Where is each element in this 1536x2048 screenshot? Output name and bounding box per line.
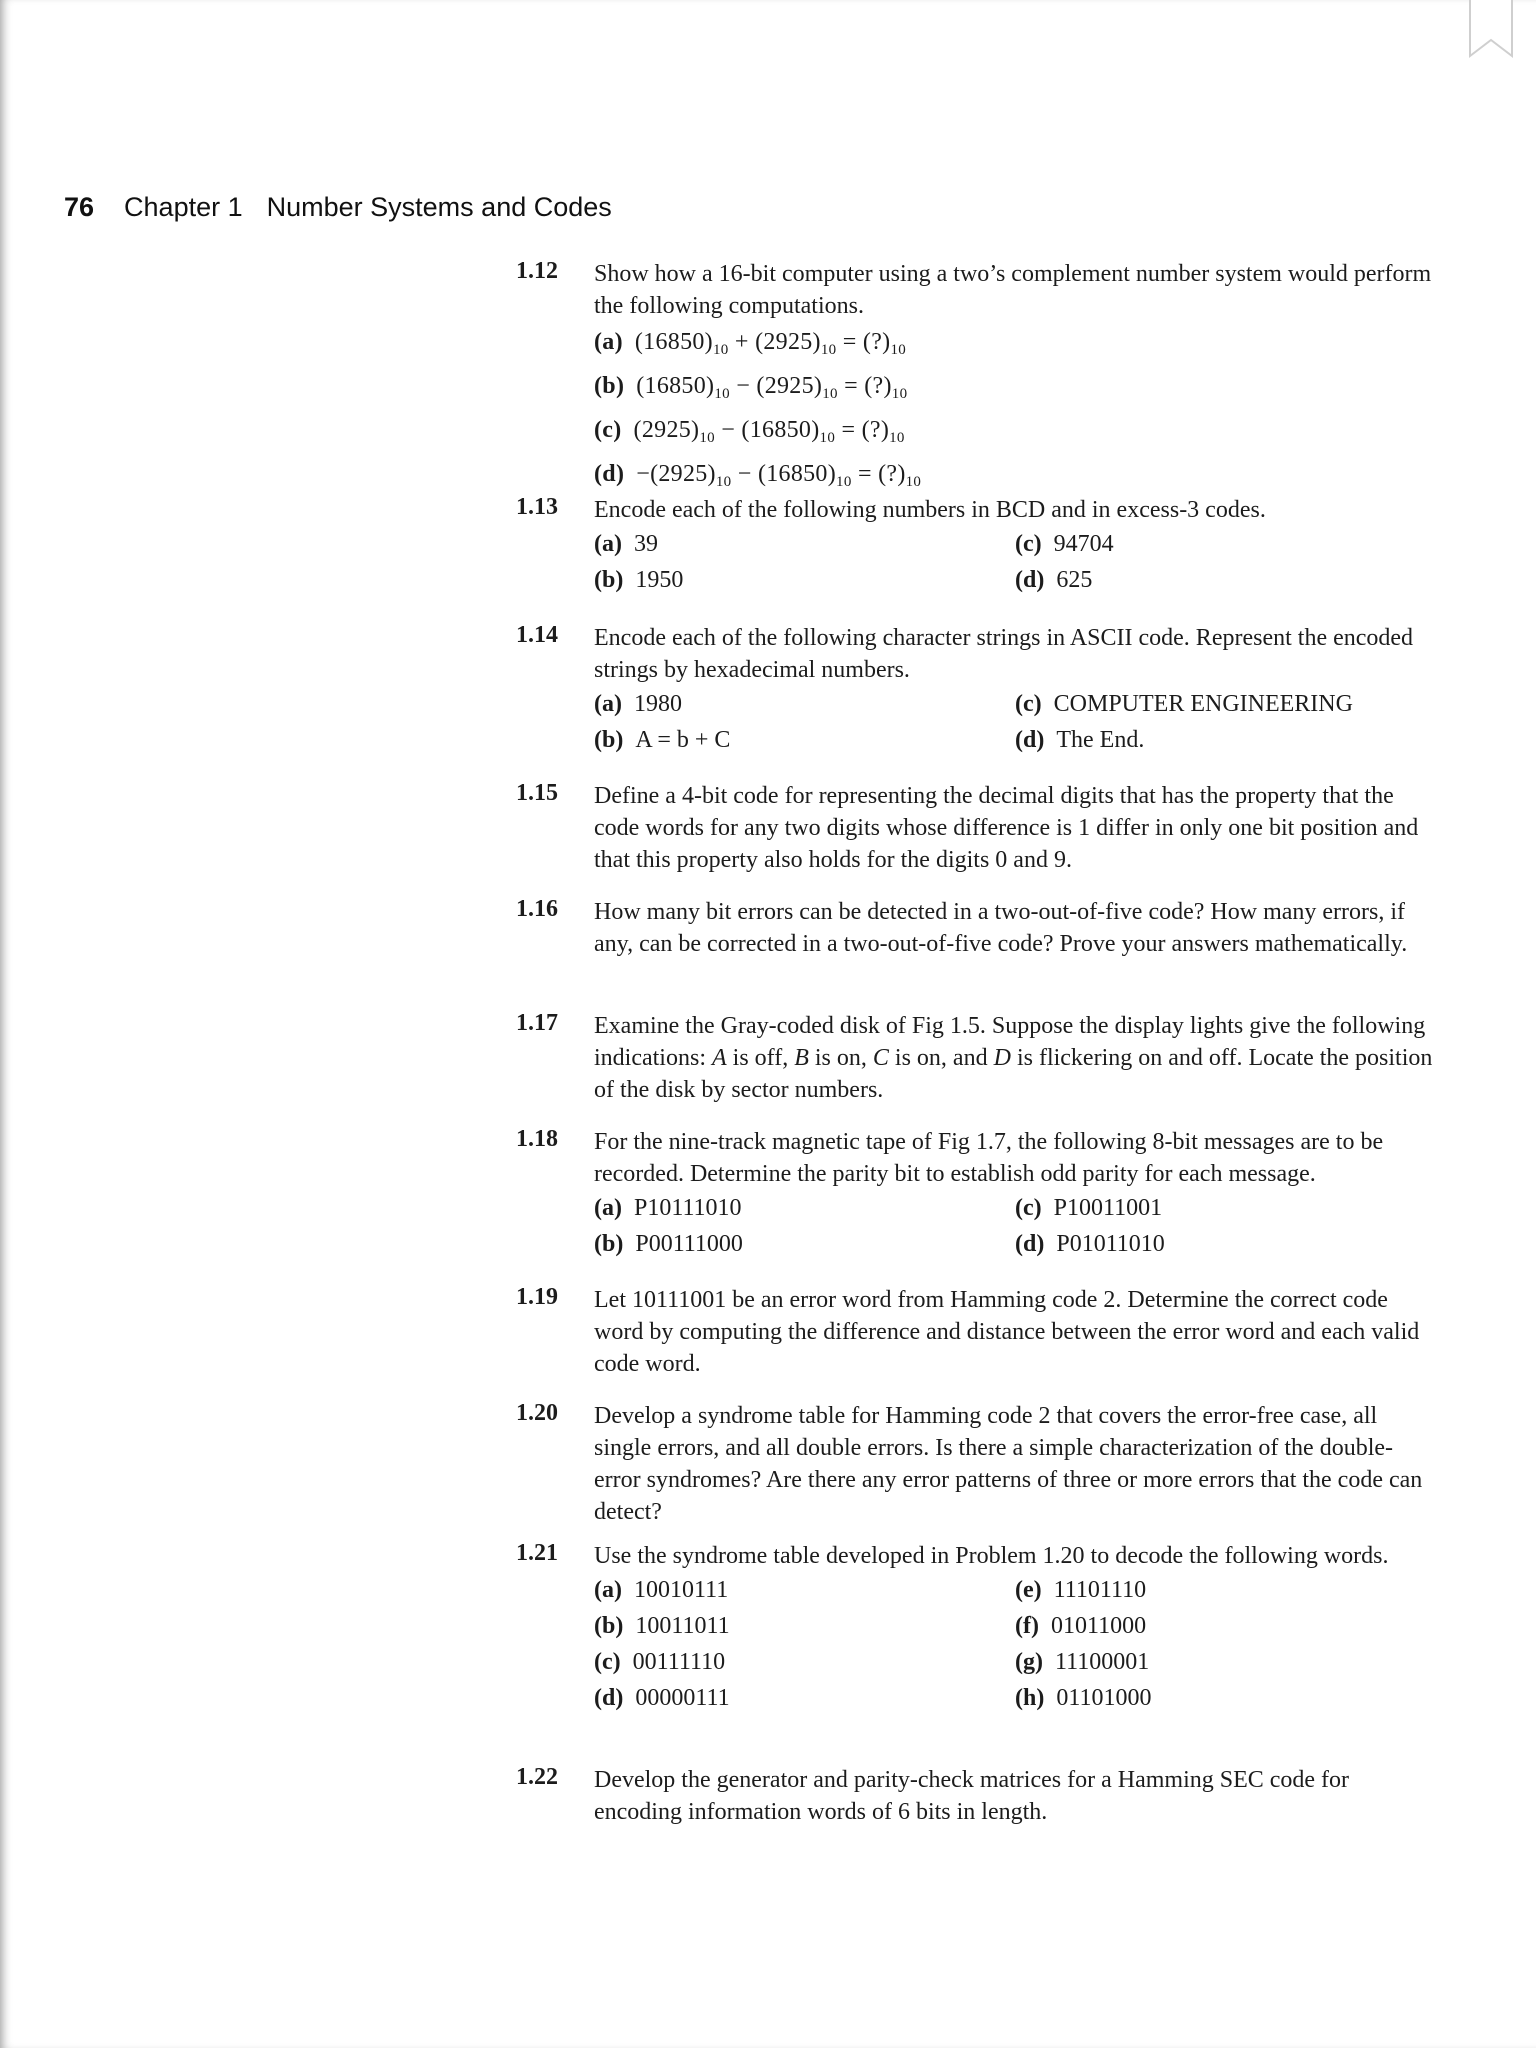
problem-text: Develop a syndrome table for Hamming code 2 that covers the error-free case, all single errors, and all double errors. Is there a simple characterization of the double-error syndromes? Are there any error patterns of three or more errors that the code can detect? — [594, 1403, 1423, 1525]
page-number: 76 — [64, 192, 95, 222]
problem-text: Encode each of the following numbers in BCD and in excess-3 codes. — [594, 497, 1266, 523]
part-row: (a) 39 (c) 94704 — [594, 531, 1114, 557]
problem-number: 1.20 — [516, 1400, 558, 1426]
part-row: (b) 1950 (d) 625 — [594, 567, 1093, 593]
part-value: 00000111 — [635, 1685, 730, 1711]
problem-1-19 — [516, 1284, 1436, 1380]
problem-number: 1.12 — [516, 258, 558, 284]
part-row: (a) 10010111 (e) 11101110 — [594, 1577, 1147, 1603]
part-value: COMPUTER ENGINEERING — [1053, 691, 1353, 717]
part-list — [594, 324, 1436, 500]
part-value: 39 — [633, 531, 658, 557]
part-value: A = b + C — [635, 727, 731, 753]
part-row: (b) P00111000 (d) P01011010 — [594, 1231, 1165, 1257]
problem-1-18 — [516, 1126, 1436, 1262]
problem-1-15 — [516, 780, 1436, 876]
problem-number: 1.15 — [516, 780, 558, 806]
problem-text: Let 10111001 be an error word from Hamming code 2. Determine the correct code word by computing the difference and distance between the error word and each valid code word. — [594, 1287, 1420, 1377]
part-value: 11100001 — [1054, 1649, 1150, 1675]
problem-text: Show how a 16-bit computer using a two’s complement number system would perform the following computations. — [594, 261, 1432, 319]
part-item: (c) $(2925)_{10} - (16850)_{10}$ = $(?)_{10}$ — [594, 417, 905, 446]
problem-number: 1.18 — [516, 1126, 558, 1152]
part-value: 1980 — [633, 691, 682, 717]
problem-number: 1.22 — [516, 1764, 558, 1790]
part-value: P10111010 — [633, 1195, 742, 1221]
problem-number: 1.14 — [516, 622, 558, 648]
part-value: 11101110 — [1053, 1577, 1147, 1603]
problem-text: How many bit errors can be detected in a two-out-of-five code? How many errors, if any, can be corrected in a two-out-of-five code? Prove your answers mathematically. — [594, 899, 1408, 957]
chapter-label: Chapter 1 — [124, 192, 243, 222]
problem-number: 1.13 — [516, 494, 558, 520]
problem-text: For the nine-track magnetic tape of Fig 1.7, the following 8-bit messages are to be recorded. Determine the parity bit to establish odd parity for each message. — [594, 1129, 1384, 1187]
problem-text: Develop the generator and parity-check matrices for a Hamming SEC code for encoding information words of 6 bits in length. — [594, 1767, 1350, 1825]
bookmark-icon[interactable] — [1466, 0, 1516, 60]
part-row: (c) 00111110 (g) 11100001 — [594, 1649, 1150, 1675]
problem-number: 1.17 — [516, 1010, 558, 1036]
part-value: 10011011 — [635, 1613, 730, 1639]
part-value: 1950 — [635, 567, 684, 593]
part-row: (a) P10111010 (c) P10011001 — [594, 1195, 1163, 1221]
part-item: (a) $(16850)_{10} + (2925)_{10}$ = $(?)_{10}$ — [594, 329, 907, 358]
part-value: The End. — [1056, 727, 1145, 753]
problem-number: 1.19 — [516, 1284, 558, 1310]
problem-1-13 — [516, 494, 1436, 598]
problem-text: Encode each of the following character strings in ASCII code. Represent the encoded strings by hexadecimal numbers. — [594, 625, 1414, 683]
part-row: (b) 10011011 (f) 01011000 — [594, 1613, 1147, 1639]
part-value: P00111000 — [635, 1231, 743, 1257]
problem-1-16 — [516, 896, 1436, 960]
problem-number: 1.21 — [516, 1540, 558, 1566]
problem-1-20 — [516, 1400, 1436, 1528]
part-value: P01011010 — [1056, 1231, 1165, 1257]
part-value: P10011001 — [1053, 1195, 1163, 1221]
part-row: (a) 1980 (c) COMPUTER ENGINEERING — [594, 691, 1353, 717]
problem-1-21 — [516, 1540, 1436, 1716]
problem-text: Use the syndrome table developed in Problem 1.20 to decode the following words. — [594, 1543, 1389, 1569]
part-value: 625 — [1056, 567, 1093, 593]
part-value: 01101000 — [1056, 1685, 1152, 1711]
problem-text: Examine the Gray-coded disk of Fig 1.5. Suppose the display lights give the following indications: A is off, B is on, C is on, and D is flickering on and off. Locate the position of the disk by sector numbers. — [594, 1013, 1433, 1103]
problem-number: 1.16 — [516, 896, 558, 922]
part-value: 01011000 — [1050, 1613, 1147, 1639]
part-value: 94704 — [1053, 531, 1114, 557]
part-item: $(d) -(2925)_{10} - (16850)_{10}$ = $(?)_{10}$ — [594, 461, 922, 490]
problem-text: Define a 4-bit code for representing the decimal digits that has the property that the code words for any two digits whose difference is 1 differ in only one bit position and that this property also holds for the digits 0 and 9. — [594, 783, 1419, 873]
part-row: (d) 00000111 (h) 01101000 — [594, 1685, 1152, 1711]
problem-1-17 — [516, 1010, 1436, 1106]
part-value: 00111110 — [632, 1649, 726, 1675]
page-header — [64, 192, 612, 223]
part-item: (b) $(16850)_{10} - (2925)_{10}$ = $(?)_{10}$ — [594, 373, 908, 402]
problem-1-14 — [516, 622, 1436, 758]
problem-1-22 — [516, 1764, 1436, 1828]
part-row: (b) A = b + C (d) The End. — [594, 727, 1145, 753]
problem-1-12 — [516, 258, 1436, 500]
chapter-title: Number Systems and Codes — [266, 192, 612, 222]
part-value: 10010111 — [633, 1577, 729, 1603]
